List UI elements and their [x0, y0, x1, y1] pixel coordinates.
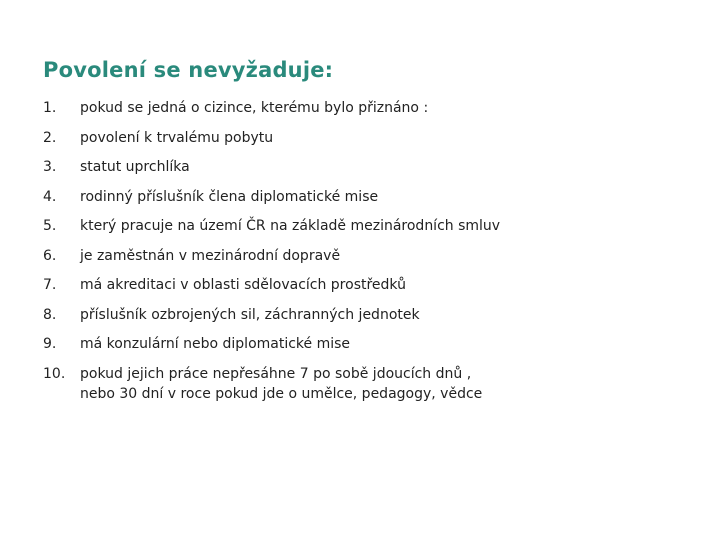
list-item: [43, 187, 703, 207]
slide-title: Povolení se nevyžaduje:: [43, 58, 334, 82]
item-text: je zaměstnán v mezinárodní dopravě: [80, 247, 341, 264]
list-item: [43, 364, 703, 404]
exemption-list: [43, 98, 703, 413]
item-number: 6.: [43, 247, 57, 264]
item-number: 5.: [43, 218, 57, 234]
item-number: 2.: [43, 129, 57, 146]
item-text: má akreditaci v oblasti sdělovacích prostředků: [80, 277, 406, 293]
list-item: [43, 275, 703, 295]
item-text: příslušník ozbrojených sil, záchranných jednotek: [80, 306, 420, 323]
item-text: má konzulární nebo diplomatické mise: [80, 336, 351, 352]
list-item: [43, 98, 703, 118]
item-text: statut uprchlíka: [80, 159, 190, 175]
list-item: [43, 246, 703, 266]
item-number: 9.: [43, 336, 57, 352]
item-text: rodinný příslušník člena diplomatické mise: [80, 188, 379, 205]
item-number: 7.: [43, 277, 57, 293]
list-item: [43, 128, 703, 148]
list-item: [43, 334, 703, 354]
item-number: 4.: [43, 188, 57, 205]
list-item: [43, 305, 703, 325]
item-number: 1.: [43, 100, 57, 116]
item-number: 8.: [43, 306, 57, 323]
item-text: který pracuje na území ČR na základě mezinárodních smluv: [80, 218, 501, 234]
list-item: [43, 216, 703, 236]
item-text: pokud jejich práce nepřesáhne 7 po sobě jdoucích dnů , nebo 30 dní v roce pokud jde o umělce, pedagogy, vědce: [80, 365, 483, 402]
item-number: 3.: [43, 159, 57, 175]
list-item: [43, 157, 703, 177]
item-number: 10.: [43, 365, 66, 382]
item-text: pokud se jedná o cizince, kterému bylo přiznáno :: [80, 100, 429, 116]
item-text: povolení k trvalému pobytu: [80, 129, 274, 146]
